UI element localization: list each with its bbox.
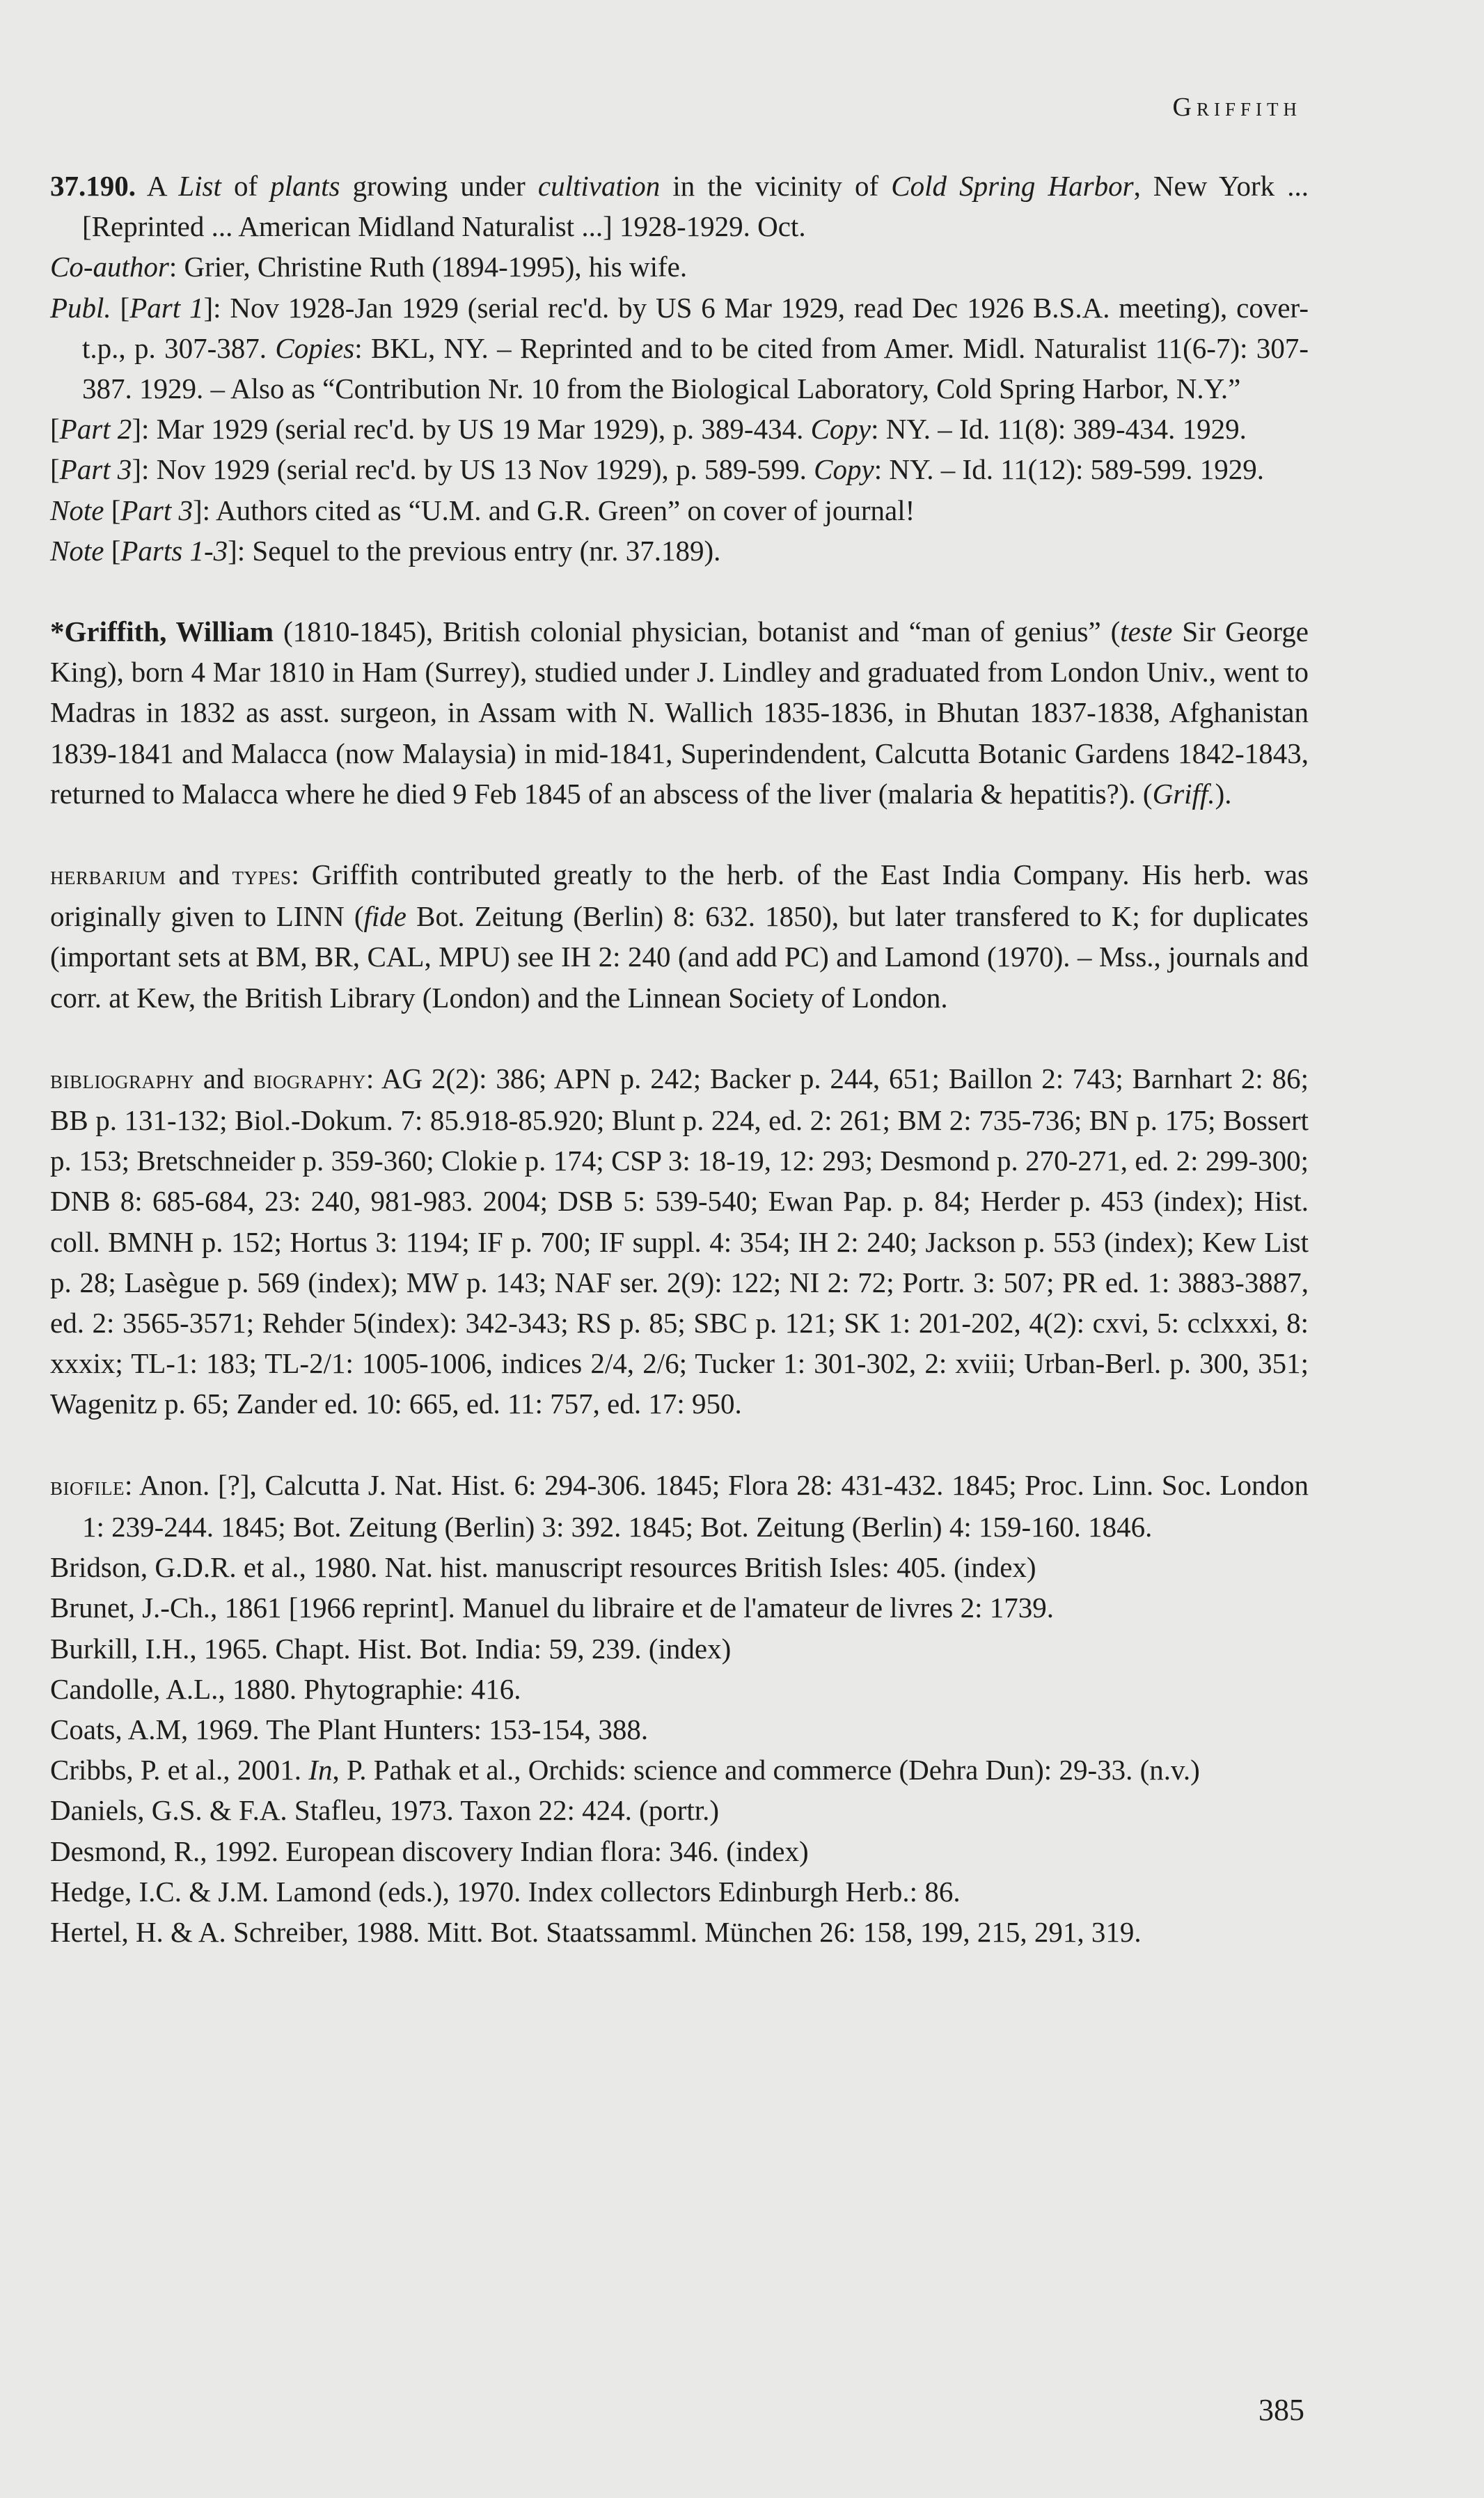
biofile-ref: Daniels, G.S. & F.A. Stafleu, 1973. Taxon 22: 424. (portr.) bbox=[50, 1794, 720, 1827]
page-number: 385 bbox=[1258, 2393, 1304, 2427]
biofile-paragraph: biofile: Anon. [?], Calcutta J. Nat. Hist. 6: 294-306. 1845; Flora 28: 431-432. 1845; Proc. Linn. Soc. London 1: 239-244. 1845; Bot. Zeitung (Berlin) 3: 392. 1845; Bot. Zeitung (Berlin) 4: 159-160. 1846. bbox=[50, 1468, 1309, 1543]
coauthor-line: Co-author: Grier, Christine Ruth (1894-1995), his wife. bbox=[50, 251, 688, 283]
publication-part1: Publ. [Part 1]: Nov 1928-Jan 1929 (serial rec'd. by US 6 Mar 1929, read Dec 1926 B.S.A. meeting), cover-t.p., p. 307-387. Copies: BKL, NY. – Reprinted and to be cited from Amer. Midl. Naturalist 11(6-7): 307-387. 1929. – Also as “Contribution Nr. 10 from the Biological Laboratory, Cold Spring Harbor, N.Y.” bbox=[50, 291, 1309, 405]
biofile-ref: Hertel, H. & A. Schreiber, 1988. Mitt. Bot. Staatssamml. München 26: 158, 199, 215, 291, 319. bbox=[50, 1915, 1142, 1948]
biofile-ref: Hedge, I.C. & J.M. Lamond (eds.), 1970. Index collectors Edinburgh Herb.: 86. bbox=[50, 1875, 961, 1908]
running-header: Griffith bbox=[1172, 93, 1302, 122]
biography-paragraph: *Griffith, William (1810-1845), British colonial physician, botanist and “man of genius” (teste Sir George King), born 4 Mar 1810 in Ham (Surrey), studied under J. Lindley and graduated from London Univ., went to Madras in 1832 as asst. surgeon, in Assam with N. Wallich 1835-1836, in Bhutan 1837-1838, Afghanistan 1839-1841 and Malacca (now Malaysia) in mid-1841, Superindendent, Calcutta Botanic Gardens 1842-1843, returned to Malacca where he died 9 Feb 1845 of an abscess of the liver (malaria & hepatitis?). (Griff.). bbox=[50, 615, 1309, 810]
page-body bbox=[50, 166, 1309, 1952]
author-name: *Griffith, William bbox=[50, 615, 274, 648]
biofile-ref: Cribbs, P. et al., 2001. In, P. Pathak et al., Orchids: science and commerce (Dehra Dun): 29-33. (n.v.) bbox=[50, 1754, 1200, 1786]
note-part3: Note [Part 3]: Authors cited as “U.M. and G.R. Green” on cover of journal! bbox=[50, 494, 915, 526]
biofile-ref: Candolle, A.L., 1880. Phytographie: 416. bbox=[50, 1672, 521, 1705]
bibliography-paragraph: bibliography and biography: AG 2(2): 386; APN p. 242; Backer p. 244, 651; Baillon 2: 743; Barnhart 2: 86; BB p. 131-132; Biol.-Dokum. 7: 85.918-85.920; Blunt p. 224, ed. 2: 261; BM 2: 735-736; BN p. 175; Bossert p. 153; Bretschneider p. 359-360; Clokie p. 174; CSP 3: 18-19, 12: 293; Desmond p. 270-271, ed. 2: 299-300; DNB 8: 685-684, 23: 240, 981-983. 2004; DSB 5: 539-540; Ewan Pap. p. 84; Herder p. 453 (index); Hist. coll. BMNH p. 152; Hortus 3: 1194; IF p. 700; IF suppl. 4: 354; IH 2: 240; Jackson p. 553 (index); Kew List p. 28; Lasègue p. 569 (index); MW p. 143; NAF ser. 2(9): 122; NI 2: 72; Portr. 3: 507; PR ed. 1: 3883-3887, ed. 2: 3565-3571; Rehder 5(index): 342-343; RS p. 85; SBC p. 121; SK 1: 201-202, 4(2): cxvi, 5: cclxxxi, 8: xxxix; TL-1: 183; TL-2/1: 1005-1006, indices 2/4, 2/6; Tucker 1: 301-302, 2: xviii; Urban-Berl. p. 300, 351; Wagenitz p. 65; Zander ed. 10: 665, ed. 11: 757, ed. 17: 950. bbox=[50, 1062, 1309, 1420]
publication-part2: [Part 2]: Mar 1929 (serial rec'd. by US 19 Mar 1929), p. 389-434. Copy: NY. – Id. 11(8): 389-434. 1929. bbox=[50, 413, 1247, 446]
publication-part3: [Part 3]: Nov 1929 (serial rec'd. by US 13 Nov 1929), p. 589-599. Copy: NY. – Id. 11(12): 589-599. 1929. bbox=[50, 453, 1265, 486]
biofile-ref: Coats, A.M, 1969. The Plant Hunters: 153-154, 388. bbox=[50, 1713, 649, 1745]
entry-number: 37.190. bbox=[50, 170, 136, 202]
herbarium-paragraph: herbarium and types: Griffith contributed greatly to the herb. of the East India Company. His herb. was originally given to LINN (fide Bot. Zeitung (Berlin) 8: 632. 1850), but later transfered to K; for duplicates (important sets at BM, BR, CAL, MPU) see IH 2: 240 (and add PC) and Lamond (1970). – Mss., journals and corr. at Kew, the British Library (London) and the Linnean Society of London. bbox=[50, 858, 1309, 1014]
entry-title: 37.190. A List of plants growing under cultivation in the vicinity of Cold Spring Harbor, New York ... [Reprinted ... American Midland Naturalist ...] 1928-1929. Oct. bbox=[50, 170, 1309, 243]
biofile-ref: Bridson, G.D.R. et al., 1980. Nat. hist. manuscript resources British Isles: 405. (index) bbox=[50, 1551, 1036, 1584]
biofile-ref: Brunet, J.-Ch., 1861 [1966 reprint]. Manuel du libraire et de l'amateur de livres 2: 1739. bbox=[50, 1592, 1055, 1624]
note-parts-1-3: Note [Parts 1-3]: Sequel to the previous entry (nr. 37.189). bbox=[50, 534, 721, 567]
biofile-ref: Burkill, I.H., 1965. Chapt. Hist. Bot. India: 59, 239. (index) bbox=[50, 1632, 732, 1665]
biofile-ref: Desmond, R., 1992. European discovery Indian flora: 346. (index) bbox=[50, 1835, 809, 1867]
